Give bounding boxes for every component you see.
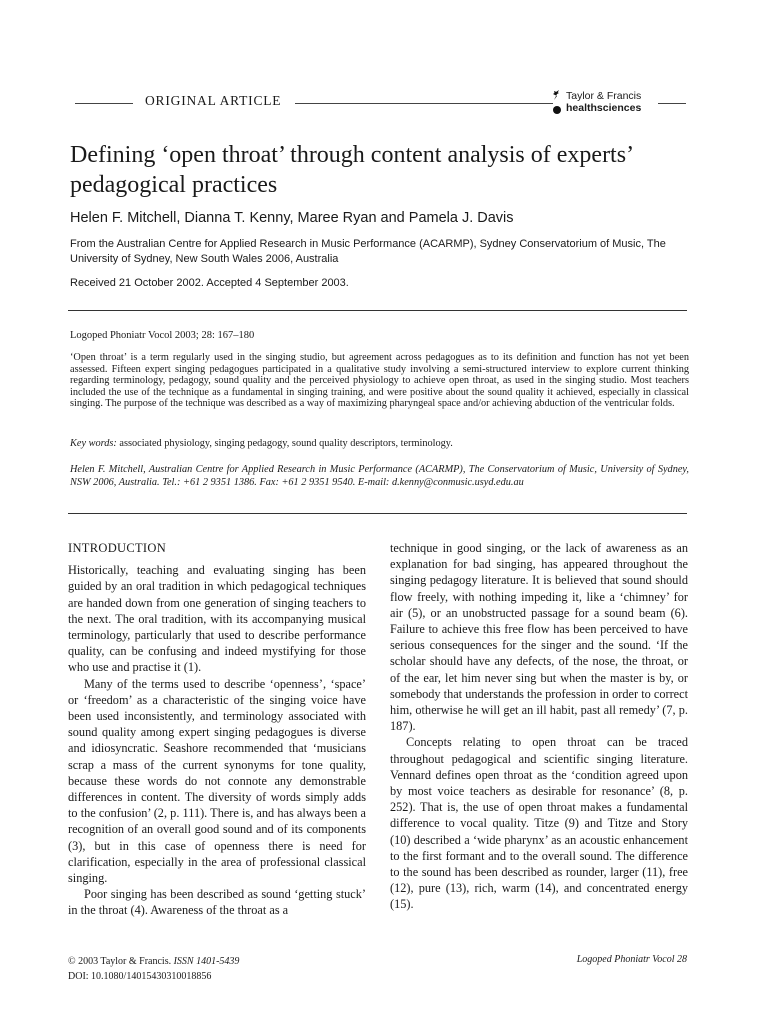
article-title: Defining ‘open throat’ through content analysis of experts’ pedagogical practices — [70, 142, 633, 198]
footer-doi: DOI: 10.1080/14015430310018856 — [68, 971, 212, 982]
body-paragraph: Concepts relating to open throat can be traced throughout pedagogical and scientific singing literature. Vennard defines open throat as the ‘condition agreed upon by most voice teachers as desirable for resonance’ (8, p. 252). That is, the use of open throat makes a fundamental difference to vocal quality. Titze (9) and Titze and Story (10) described a ‘wide pharynx’ as an acoustic enhancement to the first formant and to the overall sound. The difference to the sound has been described as rounder, larger (11), free (12), pure (13), rich, warm (14), and concentrated energy (15). — [390, 735, 688, 912]
header-rule-middle — [295, 103, 553, 104]
footer-copyright-line — [68, 954, 239, 969]
body-column-right — [390, 540, 688, 913]
abstract-text: ‘Open throat’ is a term regularly used in the singing studio, but agreement across pedagogues as to its definition and function has not yet been assessed. Fifteen expert singing pedagogues participated in a qualitative study involving a semi-structured interview to explore current thinking regarding terminology, pedagogy, sound quality and the perceived physiology to achieve open throat, as used in the singing studio. Most teachers included the use of the technique as a fundamental in singing training, and were positive about the sound quality it achieved, especially in classical singing. The purpose of the technique was described as a way of maximizing pharyngeal space and/or achieving abduction of the ventricular folds. — [70, 352, 689, 410]
correspondence-address: Helen F. Mitchell, Australian Centre for Applied Research in Music Performance (ACARMP), The Conservatorium of Music, University of Sydney, NSW 2006, Australia. Tel.: +61 2 9351 1386. Fax: +61 2 9351 9540. E-mail: d.kenny@conmusic.usyd.edu.au — [70, 464, 689, 488]
body-column-left — [68, 540, 366, 919]
received-dates: Received 21 October 2002. Accepted 4 September 2003. — [70, 277, 349, 289]
article-type-label: ORIGINAL ARTICLE — [145, 93, 282, 108]
publisher-logo — [550, 88, 658, 118]
body-paragraph: technique in good singing, or the lack of awareness as an explanation for bad singing, has appeared throughout the singing pedagogy literature. It is believed that sound should flow freely, with nothing impeding it, like a ‘chimney’ for air (5), or an unobstructed passage for a sound beam (6). Failure to achieve this free flow has been perceived to have serious consequences for the singer and the sound. ‘If the scholar should have any defects, of the nose, the throat, or of the ear, let him never sing but when the master is by, or somebody that understands the profession in order to correct him, otherwise he will get an ill habit, past all remedy’ (7, p. 187). — [390, 541, 688, 734]
publisher-logo-imprint: healthsciences — [566, 102, 642, 114]
footer-journal-name: Logoped Phoniatr Vocol 28 — [576, 954, 687, 965]
abstract-rule-bottom — [68, 513, 687, 514]
keywords-text: associated physiology, singing pedagogy, sound quality descriptors, terminology. — [119, 438, 453, 449]
publisher-logo-name: Taylor & Francis — [566, 90, 642, 102]
section-heading-introduction: INTRODUCTION — [68, 541, 167, 555]
author-list: Helen F. Mitchell, Dianna T. Kenny, Maree Ryan and Pamela J. Davis — [70, 210, 514, 226]
keywords — [70, 438, 689, 449]
footer-issn: ISSN 1401-5439 — [173, 956, 240, 967]
publisher-logo-icon — [550, 89, 566, 117]
keywords-label: Key words: — [70, 438, 117, 449]
body-paragraph: Poor singing has been described as sound ‘getting stuck’ in the throat (4). Awareness of the throat as a — [68, 887, 366, 918]
footer-copyright: © 2003 Taylor & Francis. — [68, 956, 172, 967]
page-header — [70, 88, 686, 118]
journal-citation: Logoped Phoniatr Vocol 2003; 28: 167–180 — [70, 330, 255, 341]
header-rule-right — [658, 103, 686, 104]
body-paragraph: Many of the terms used to describe ‘openness’, ‘space’ or ‘freedom’ as a characteristic of the singing voice have been used inconsistently, and terminology associated with sound quality among expert singing pedagogues is diverse and idiosyncratic. Seashore recommended that ‘musicians scrap a mass of the current synonyms for tone quality, because these words do not connote any demonstrable differences in content. The diversity of words simply adds to the confusion’ (2, p. 111). There is, and has always been a recognition of an overall good sound and of its components (3), but in this case of openness there is need for clarification, especially in the area of professional classical singing. — [68, 676, 366, 886]
footer-publication-info — [68, 954, 239, 984]
body-paragraph: Historically, teaching and evaluating singing has been guided by an oral tradition in which pedagogical techniques are handed down from one generation of singing teachers to the next. The oral tradition, with its accompanying musical terminology, particularly that used to describe performance quality, can be confusing and indeed mystifying for those who use and practise it (1). — [68, 563, 366, 675]
author-affiliation: From the Australian Centre for Applied Research in Music Performance (ACARMP), Sydney Conservatorium of Music, The University of Sydney, New South Wales 2006, Australia — [70, 238, 666, 265]
header-rule-left — [75, 103, 133, 104]
abstract-rule-top — [68, 310, 687, 311]
